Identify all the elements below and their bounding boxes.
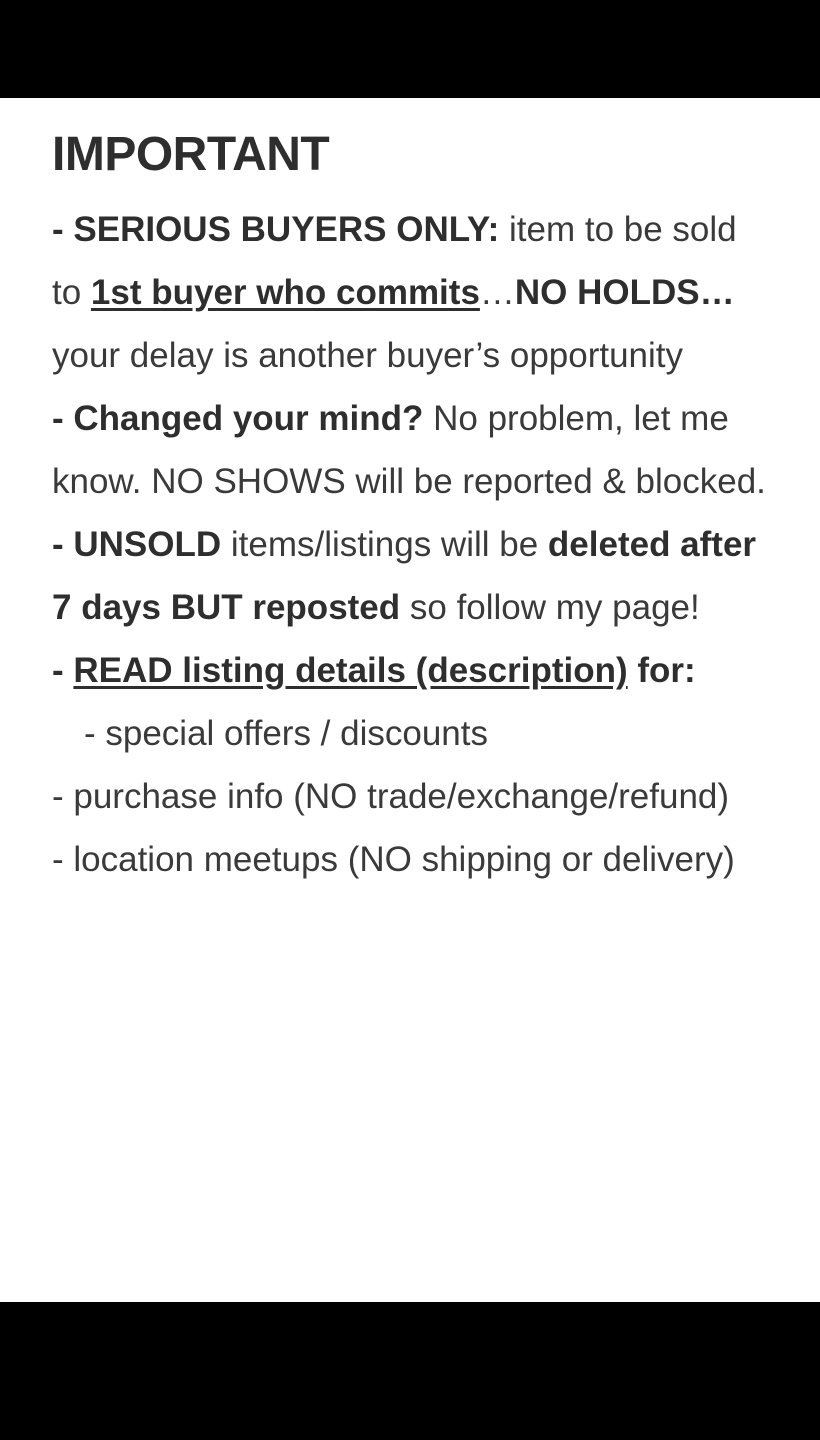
paragraph-read-listing-details: - READ listing details (description) for: (52, 650, 696, 690)
document-body (52, 198, 768, 891)
paragraph-sub-purchase-info: - purchase info (NO trade/exchange/refund) (52, 776, 730, 816)
bottom-letterbox-bar (0, 1302, 820, 1440)
paragraph-sub-location-meetups: - location meetups (NO shipping or delivery) (52, 839, 735, 879)
top-letterbox-bar (0, 0, 820, 98)
document-sheet (0, 98, 820, 1302)
paragraph-changed-your-mind: - Changed your mind? No problem, let me know. NO SHOWS will be reported & blocked. (52, 398, 766, 501)
paragraph-sub-special-offers: - special offers / discounts (84, 713, 488, 753)
paragraph-serious-buyers: - SERIOUS BUYERS ONLY: item to be sold to 1st buyer who commits…NO HOLDS…your delay is another buyer’s opportunity (52, 209, 737, 375)
page-title: IMPORTANT (52, 128, 330, 181)
paragraph-unsold-items: - UNSOLD items/listings will be deleted after 7 days BUT reposted so follow my page! (52, 524, 757, 627)
